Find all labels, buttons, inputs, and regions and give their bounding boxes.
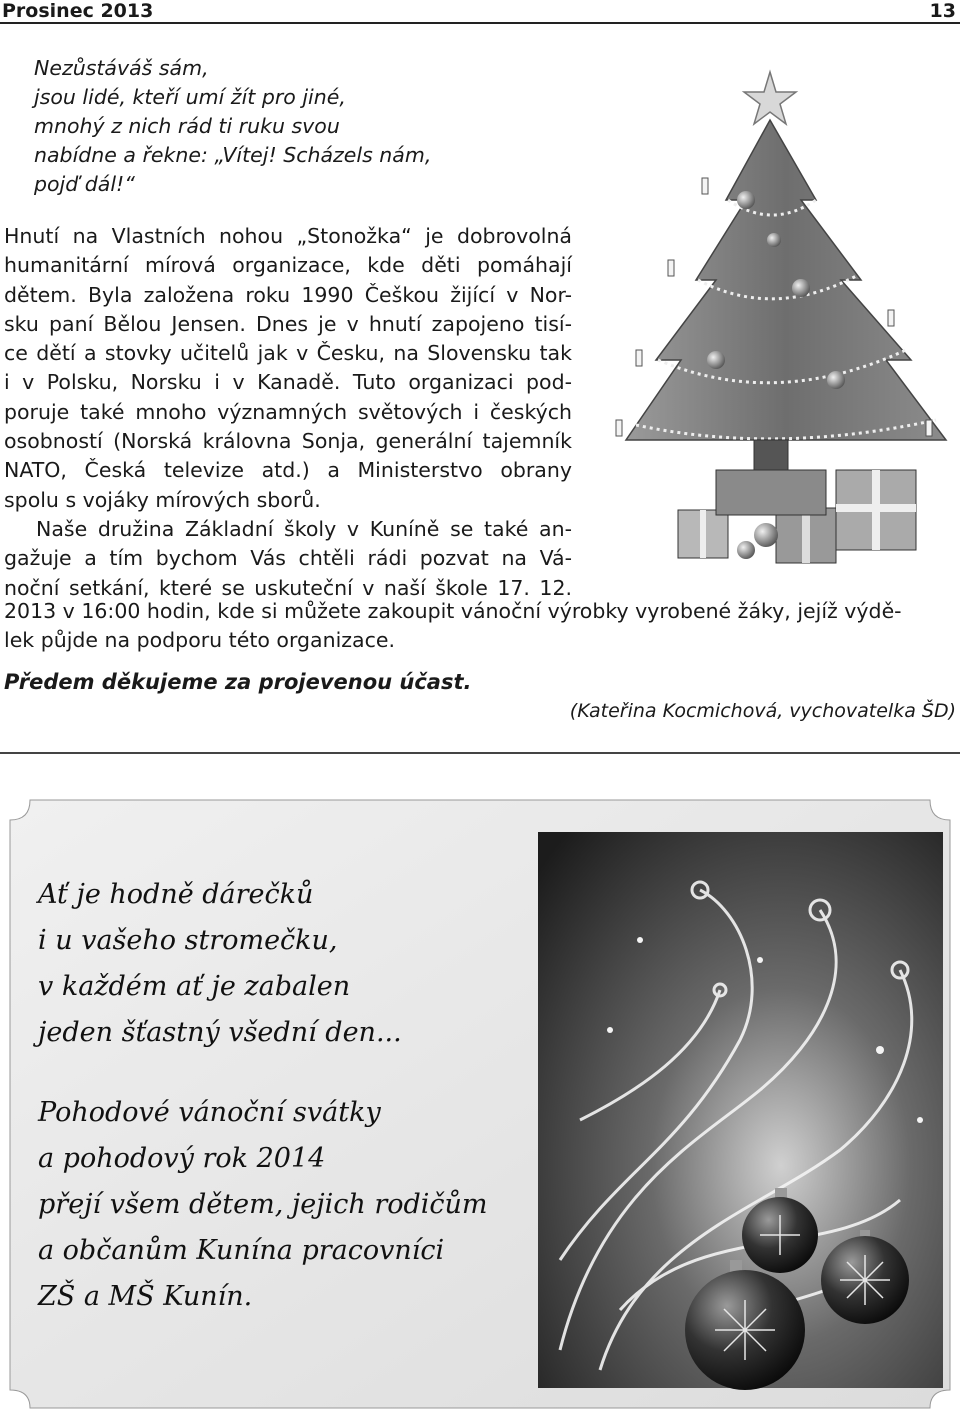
article-line: humanitární mírová organizace, kde děti pomáhají <box>4 253 572 278</box>
poem-line: Nezůstáváš sám, <box>34 56 209 80</box>
article-line: dětem. Byla založena roku 1990 Češkou žijící v Nor- <box>4 282 572 307</box>
issue-month: Prosinec 2013 <box>2 0 154 22</box>
article-line: NATO, Česká televize atd.) a Ministerstvo obrany <box>4 458 572 483</box>
article-line: gažuje a tím bychom Vás chtěli rádi pozvat na Vá- <box>4 546 572 571</box>
article-line: Naše družina Základní školy v Kuníně se také an- <box>4 516 572 541</box>
article-line: sku paní Bělou Jensen. Dnes je v hnutí zapojeno tisí- <box>4 311 572 336</box>
verse-line: i u vašeho stromečku, <box>38 925 338 956</box>
article-line: poruje také mnoho významných světových i českých <box>4 399 572 424</box>
poem-line: jsou lidé, kteří umí žít pro jiné, <box>34 85 346 109</box>
page-header <box>0 0 960 24</box>
page-number: 13 <box>929 0 956 22</box>
article-line: osobností (Norská královna Sonja, generální tajemník <box>4 429 572 454</box>
verse-line: a pohodový rok 2014 <box>38 1143 326 1174</box>
verse-line: Pohodové vánoční svátky <box>38 1097 381 1128</box>
verse-line: Ať je hodně dárečků <box>38 879 314 910</box>
card-verse-2 <box>38 1090 488 1320</box>
verse-line: ZŠ a MŠ Kunín. <box>38 1281 253 1312</box>
article-line: noční setkání, které se uskuteční v naší škole 17. 12. <box>4 575 572 600</box>
poem-line: nabídne a řekne: „Vítej! Scházels nám, <box>34 143 432 167</box>
article-text-narrow <box>4 222 572 603</box>
article-line: ce dětí a stovky učitelů jak v Česku, na Slovensku tak <box>4 341 572 366</box>
tree-star <box>744 72 796 124</box>
article-text-wide <box>4 597 956 656</box>
tree-body <box>626 120 946 440</box>
article-line: lek půjde na podporu této organizace. <box>4 628 396 653</box>
article-line: Hnutí na Vlastních nohou „Stonožka“ je dobrovolná <box>4 224 572 248</box>
poem-line: pojď dál!“ <box>34 172 135 196</box>
poem-line: mnohý z nich rád ti ruku svou <box>34 114 340 138</box>
thanks-line: Předem děkujeme za projevenou účast. <box>4 670 472 694</box>
verse-line: v každém ať je zabalen <box>38 971 351 1002</box>
section-divider <box>0 752 960 754</box>
verse-line: jeden šťastný všední den... <box>38 1017 402 1048</box>
article-author: (Kateřina Kocmichová, vychovatelka ŠD) <box>569 700 956 722</box>
article-line: 2013 v 16:00 hodin, kde si můžete zakoupit vánoční výrobky vyrobené žáky, jejíž výdě- <box>4 599 902 623</box>
card-verse-1 <box>38 872 402 1056</box>
article-line: spolu s vojáky mírových sborů. <box>4 487 321 512</box>
verse-line: a občanům Kunína pracovníci <box>38 1235 445 1266</box>
christmas-tree-illustration <box>596 60 960 590</box>
article-line: i v Polsku, Norsku i v Kanadě. Tuto organizaci pod- <box>4 370 572 395</box>
intro-poem <box>34 54 431 199</box>
verse-line: přejí všem dětem, jejich rodičům <box>38 1189 488 1220</box>
